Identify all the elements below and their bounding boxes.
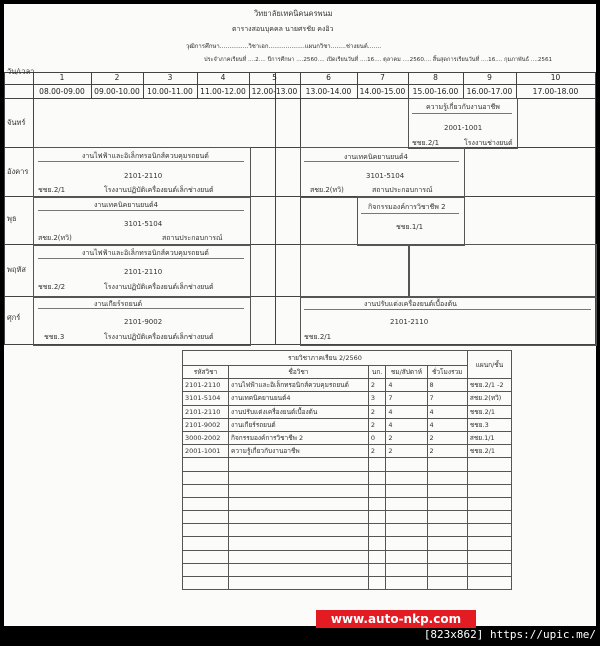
- time-10: 17.00-18.00: [532, 87, 579, 96]
- col-header-hours-total: ชั่วโมงรวม: [427, 366, 467, 379]
- cell-hours-total: 2: [427, 431, 467, 444]
- cell-hours-total: 4: [427, 418, 467, 431]
- cell-name: กิจกรรมองค์การวิชาชีพ 2: [229, 431, 369, 444]
- tue-a-room: โรงงานปฏิบัติเครื่องยนต์เล็กช่างยนต์: [104, 186, 214, 194]
- cell-credits: 2: [368, 445, 386, 458]
- tue-a-group: ชชย.2/1: [38, 186, 66, 194]
- empty-row: [183, 511, 512, 524]
- cell-credits: 3: [368, 392, 386, 405]
- tue-a-subject: งานไฟฟ้าและอิเล็กทรอนิกส์ควบคุมรถยนต์: [82, 152, 209, 160]
- mon-subject: ความรู้เกี่ยวกับงานอาชีพ: [426, 103, 500, 111]
- empty-row: [183, 458, 512, 471]
- cell-hours-week: 2: [386, 431, 427, 444]
- empty-thursday-block-2: [408, 244, 597, 298]
- time-5: 12.00-13.00: [251, 87, 298, 96]
- fri-b-code: 2101-2110: [390, 318, 429, 326]
- cell-credits: 2: [368, 405, 386, 418]
- empty-row: [183, 524, 512, 537]
- cell-hours-total: 8: [427, 379, 467, 392]
- tue-a-code: 2101-2110: [124, 172, 163, 180]
- empty-row: [183, 577, 512, 590]
- col-header-credits: นก.: [368, 366, 386, 379]
- subject-table-title: รายวิชาภาคเรียน 2/2560: [183, 351, 468, 366]
- cell-code: 3000-2002: [183, 431, 229, 444]
- cell-name: งานเกียร์รถยนต์: [229, 418, 369, 431]
- empty-row: [183, 537, 512, 550]
- day-thursday: พฤหัส: [7, 265, 27, 274]
- period-2: 2: [114, 73, 120, 82]
- time-2: 09.00-10.00: [94, 87, 140, 96]
- table-row: [183, 431, 512, 444]
- period-9: 9: [487, 73, 492, 82]
- cell-hours-total: 4: [427, 405, 467, 418]
- period-1: 1: [59, 73, 65, 82]
- period-3: 3: [167, 73, 173, 82]
- wed-a-subject: งานเทคนิคยานยนต์4: [94, 201, 158, 209]
- table-row: [183, 418, 512, 431]
- day-friday: ศุกร์: [7, 313, 21, 322]
- tue-b-code: 3101-5104: [366, 172, 405, 180]
- period-10: 10: [550, 73, 561, 82]
- cell-name: งานไฟฟ้าและอิเล็กทรอนิกส์ควบคุมรถยนต์: [229, 379, 369, 392]
- col-header-dept: แผนก/ชั้น: [467, 351, 511, 379]
- col-header-name: ชื่อวิชา: [229, 366, 369, 379]
- thu-a-room: โรงงานปฏิบัติเครื่องยนต์เล็กช่างยนต์: [104, 283, 214, 291]
- website-banner: www.auto-nkp.com: [316, 610, 476, 628]
- cell-hours-total: 7: [427, 392, 467, 405]
- cell-hours-week: 7: [386, 392, 427, 405]
- fri-a-group: ชชย.3: [44, 333, 65, 341]
- thu-a-code: 2101-2110: [124, 268, 163, 276]
- fri-b-group: ชชย.2/1: [304, 333, 332, 341]
- time-3: 10.00-11.00: [147, 87, 193, 96]
- col-header-hours-week: ชม/สัปดาห์: [386, 366, 427, 379]
- tue-b-group: สชย.2(ทวิ): [310, 186, 344, 194]
- table-row: [183, 445, 512, 458]
- tue-b-room: สถานประกอบการณ์: [372, 186, 433, 194]
- mon-code: 2001-1001: [444, 124, 483, 132]
- cell-code: 2101-2110: [183, 379, 229, 392]
- cell-code: 3101-5104: [183, 392, 229, 405]
- cell-credits: 0: [368, 431, 386, 444]
- cell-dept: ชชย.3: [467, 418, 511, 431]
- wed-a-room: สถานประกอบการณ์: [162, 234, 223, 242]
- cell-code: 2001-1001: [183, 445, 229, 458]
- period-8: 8: [433, 73, 438, 82]
- fri-a-code: 2101-9002: [124, 318, 163, 326]
- cell-dept: ชชย.2/1: [467, 405, 511, 418]
- time-8: 15.00-16.00: [412, 87, 459, 96]
- period-7: 7: [380, 73, 385, 82]
- cell-hours-week: 4: [386, 379, 427, 392]
- period-6: 6: [326, 73, 331, 82]
- period-4: 4: [220, 73, 226, 82]
- tue-b-subject: งานเทคนิคยานยนต์4: [344, 153, 408, 161]
- cell-dept: สชย.2(ทวิ): [467, 392, 511, 405]
- mon-room: โรงงานช่างยนต์: [464, 139, 513, 147]
- cell-name: งานเทคนิคยานยนต์4: [229, 392, 369, 405]
- fri-a-room: โรงงานปฏิบัติเครื่องยนต์เล็กช่างยนต์: [104, 333, 214, 341]
- time-7: 14.00-15.00: [359, 87, 406, 96]
- empty-row: [183, 497, 512, 510]
- col-header-code: รหัสวิชา: [183, 366, 229, 379]
- time-1: 08.00-09.00: [39, 87, 85, 96]
- cell-hours-week: 4: [386, 418, 427, 431]
- day-monday: จันทร์: [7, 118, 26, 127]
- time-9: 16.00-17.00: [466, 87, 513, 96]
- cell-name: ความรู้เกี่ยวกับงานอาชีพ: [229, 445, 369, 458]
- wed-a-code: 3101-5104: [124, 220, 163, 228]
- period-5: 5: [272, 73, 277, 82]
- time-4: 11.00-12.00: [200, 87, 246, 96]
- table-row: [183, 392, 512, 405]
- day-tuesday: อังคาร: [7, 167, 29, 176]
- cell-credits: 2: [368, 379, 386, 392]
- scanned-document: [4, 4, 596, 626]
- cell-name: งานปรับแต่งเครื่องยนต์เบื้องต้น: [229, 405, 369, 418]
- cell-hours-week: 4: [386, 405, 427, 418]
- cell-credits: 2: [368, 418, 386, 431]
- cell-code: 2101-2110: [183, 405, 229, 418]
- qualification-line: วุฒิการศึกษา...............วิชาเอก...................แผนกวิชา........ช่างยนต์.......: [186, 43, 382, 50]
- semester-line: ประจำภาคเรียนที่ ....2.... ปีการศึกษา ....2560.... เปิดเรียนวันที่ ....16.... ตุลาคม ....2560.... สิ้นสุดการเรียนวันที่ ....16.... กุมภาพันธ์ ....2561: [204, 57, 553, 63]
- wed-b-group: ชชย.1/1: [396, 223, 424, 231]
- empty-thursday-block: [300, 244, 410, 298]
- empty-row: [183, 484, 512, 497]
- cell-hours-week: 2: [386, 445, 427, 458]
- wed-b-subject: กิจกรรมองค์การวิชาชีพ 2: [368, 203, 446, 211]
- schedule-grid: [4, 67, 596, 344]
- table-row: [183, 379, 512, 392]
- corner-label: วัน/เวลา: [7, 67, 35, 76]
- table-row: [183, 405, 512, 418]
- subject-list-table: [182, 350, 512, 620]
- empty-row: [183, 550, 512, 563]
- cell-dept: ชชย.2/1 -2: [467, 379, 511, 392]
- fri-b-subject: งานปรับแต่งเครื่องยนต์เบื้องต้น: [364, 300, 457, 308]
- mon-group: ชชย.2/1: [412, 139, 440, 147]
- day-wednesday: พุธ: [7, 214, 17, 223]
- cell-dept: ชชย.2/1: [467, 445, 511, 458]
- image-source-caption: [823x862] https://upic.me/: [423, 628, 596, 641]
- time-6: 13.00-14.00: [305, 87, 352, 96]
- school-name: วิทยาลัยเทคนิคนครพนม: [254, 9, 333, 18]
- cell-hours-total: 2: [427, 445, 467, 458]
- empty-row: [183, 471, 512, 484]
- schedule-owner: ตารางสอนบุคคล นายศรชัย คงอิว: [232, 25, 334, 33]
- wed-a-group: สชย.2(ทวิ): [38, 234, 72, 242]
- thu-a-group: ชชย.2/2: [38, 283, 66, 291]
- empty-row: [183, 563, 512, 576]
- thu-a-subject: งานไฟฟ้าและอิเล็กทรอนิกส์ควบคุมรถยนต์: [82, 249, 209, 257]
- fri-a-subject: งานเกียร์รถยนต์: [94, 300, 143, 308]
- cell-code: 2101-9002: [183, 418, 229, 431]
- cell-dept: สชย.1/1: [467, 431, 511, 444]
